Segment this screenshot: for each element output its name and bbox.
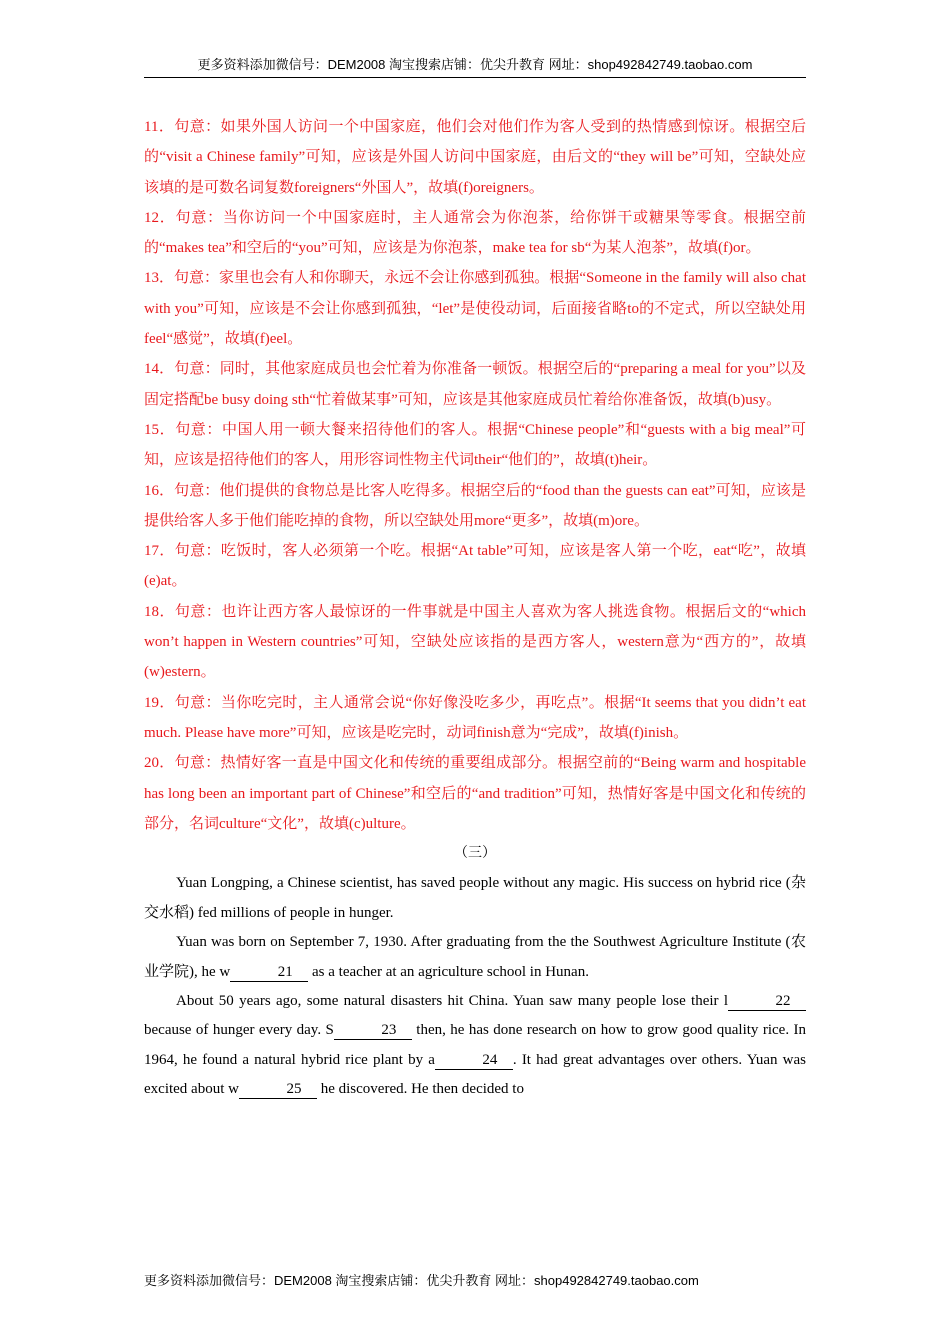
blank-22: 22 xyxy=(728,992,806,1011)
passage-paragraph-2 xyxy=(144,928,806,987)
passage-paragraph-1: Yuan Longping, a Chinese scientist, has saved people without any magic. His success on hybrid rice (杂交水稻) fed millions of people in hunger. xyxy=(144,875,806,921)
explanation-19: 19．句意：当你吃完时，主人通常会说“你好像没吃多少，再吃点”。根据“It seems that you didn’t eat much. Please have more”可知，应该是吃完时，动词finish意为“完成”，故填(f)inish。 xyxy=(144,694,806,741)
blank-21: 21 xyxy=(230,963,308,982)
explanation-11: 11．句意：如果外国人访问一个中国家庭，他们会对他们作为客人受到的热情感到惊讶。根据空后的“visit a Chinese family”可知，应该是外国人访问中国家庭，由后文的“they will be”可知，空缺处应该填的是可数名词复数foreigners“外国人”，故填(f)oreigners。 xyxy=(144,119,806,196)
explanation-20: 20．句意：热情好客一直是中国文化和传统的重要组成部分。根据空前的“Being warm and hospitable has long been an important part of Chinese”和空后的“and tradition”可知，热情好客是中国文化和传统的部分，名词culture“文化”，故填(c)ulture。 xyxy=(144,755,806,832)
passage-text: . It had great advantages over others. Yuan was excited about w xyxy=(144,1051,806,1098)
explanation-14: 14．句意：同时，其他家庭成员也会忙着为你准备一顿饭。根据空后的“preparing a meal for you”以及固定搭配be busy doing sth“忙着做某事”可知，应该是其他家庭成员忙着给你准备饭，故填(b)usy。 xyxy=(144,361,806,408)
passage-text: as a teacher at an agriculture school in Hunan. xyxy=(308,963,589,980)
passage-text: because of hunger every day. S xyxy=(144,1022,334,1039)
section-title: （三） xyxy=(454,846,496,862)
explanation-18: 18．句意：也许让西方客人最惊讶的一件事就是中国主人喜欢为客人挑选食物。根据后文的“which won’t happen in Western countries”可知，空缺处应该指的是西方客人，western意为“西方的”，故填(w)estern。 xyxy=(144,603,806,681)
passage-text: then, he has done research on how to grow good quality rice. In 1964, he found a natural hybrid rice plant by a xyxy=(144,1022,807,1068)
blank-23: 23 xyxy=(334,1021,412,1040)
passage-text: he discovered. He then decided to xyxy=(316,1081,524,1098)
blank-24: 24 xyxy=(435,1051,513,1070)
explanation-16: 16．句意：他们提供的食物总是比客人吃得多。根据空后的“food than the guests can eat”可知，应该是提供给客人多于他们能吃掉的食物，所以空缺处用more“更多”，故填(m)ore。 xyxy=(144,482,806,529)
page-header: 更多资料添加微信号：DEM2008 淘宝搜索店铺：优尖升教育 网址：shop492842749.taobao.com xyxy=(144,54,806,78)
passage-paragraph-3 xyxy=(144,987,806,1105)
passage-text: About 50 years ago, some natural disasters hit China. Yuan saw many people lose their l xyxy=(176,993,728,1010)
explanation-13: 13．句意：家里也会有人和你聊天，永远不会让你感到孤独。根据“Someone in the family will also chat with you”可知，应该是不会让你感到孤独，“let”是使役动词，后面接省略to的不定式，所以空缺处用feel“感觉”，故填(f)eel。 xyxy=(144,270,806,348)
explanation-15: 15．句意：中国人用一顿大餐来招待他们的客人。根据“Chinese people”和“guests with a big meal”可知，应该是招待他们的客人，用形容词性物主代词their“他们的”，故填(t)heir。 xyxy=(144,421,806,469)
page-footer: 更多资料添加微信号：DEM2008 淘宝搜索店铺：优尖升教育 网址：shop492842749.taobao.com xyxy=(144,1273,699,1288)
page-content xyxy=(144,112,806,1105)
explanation-17: 17．句意：吃饭时，客人必须第一个吃。根据“At table”可知，应该是客人第一个吃，eat“吃”，故填(e)at。 xyxy=(144,543,806,590)
blank-25: 25 xyxy=(239,1080,317,1099)
explanation-12: 12．句意：当你访问一个中国家庭时，主人通常会为你泡茶，给你饼干或糖果等零食。根据空前的“makes tea”和空后的“you”可知，应该是为你泡茶，make tea for sb“为某人泡茶”，故填(f)or。 xyxy=(144,209,806,257)
passage-text: Yuan was born on September 7, 1930. After graduating from the the Southwest Agriculture Institute (农业学院), he w xyxy=(144,934,806,980)
